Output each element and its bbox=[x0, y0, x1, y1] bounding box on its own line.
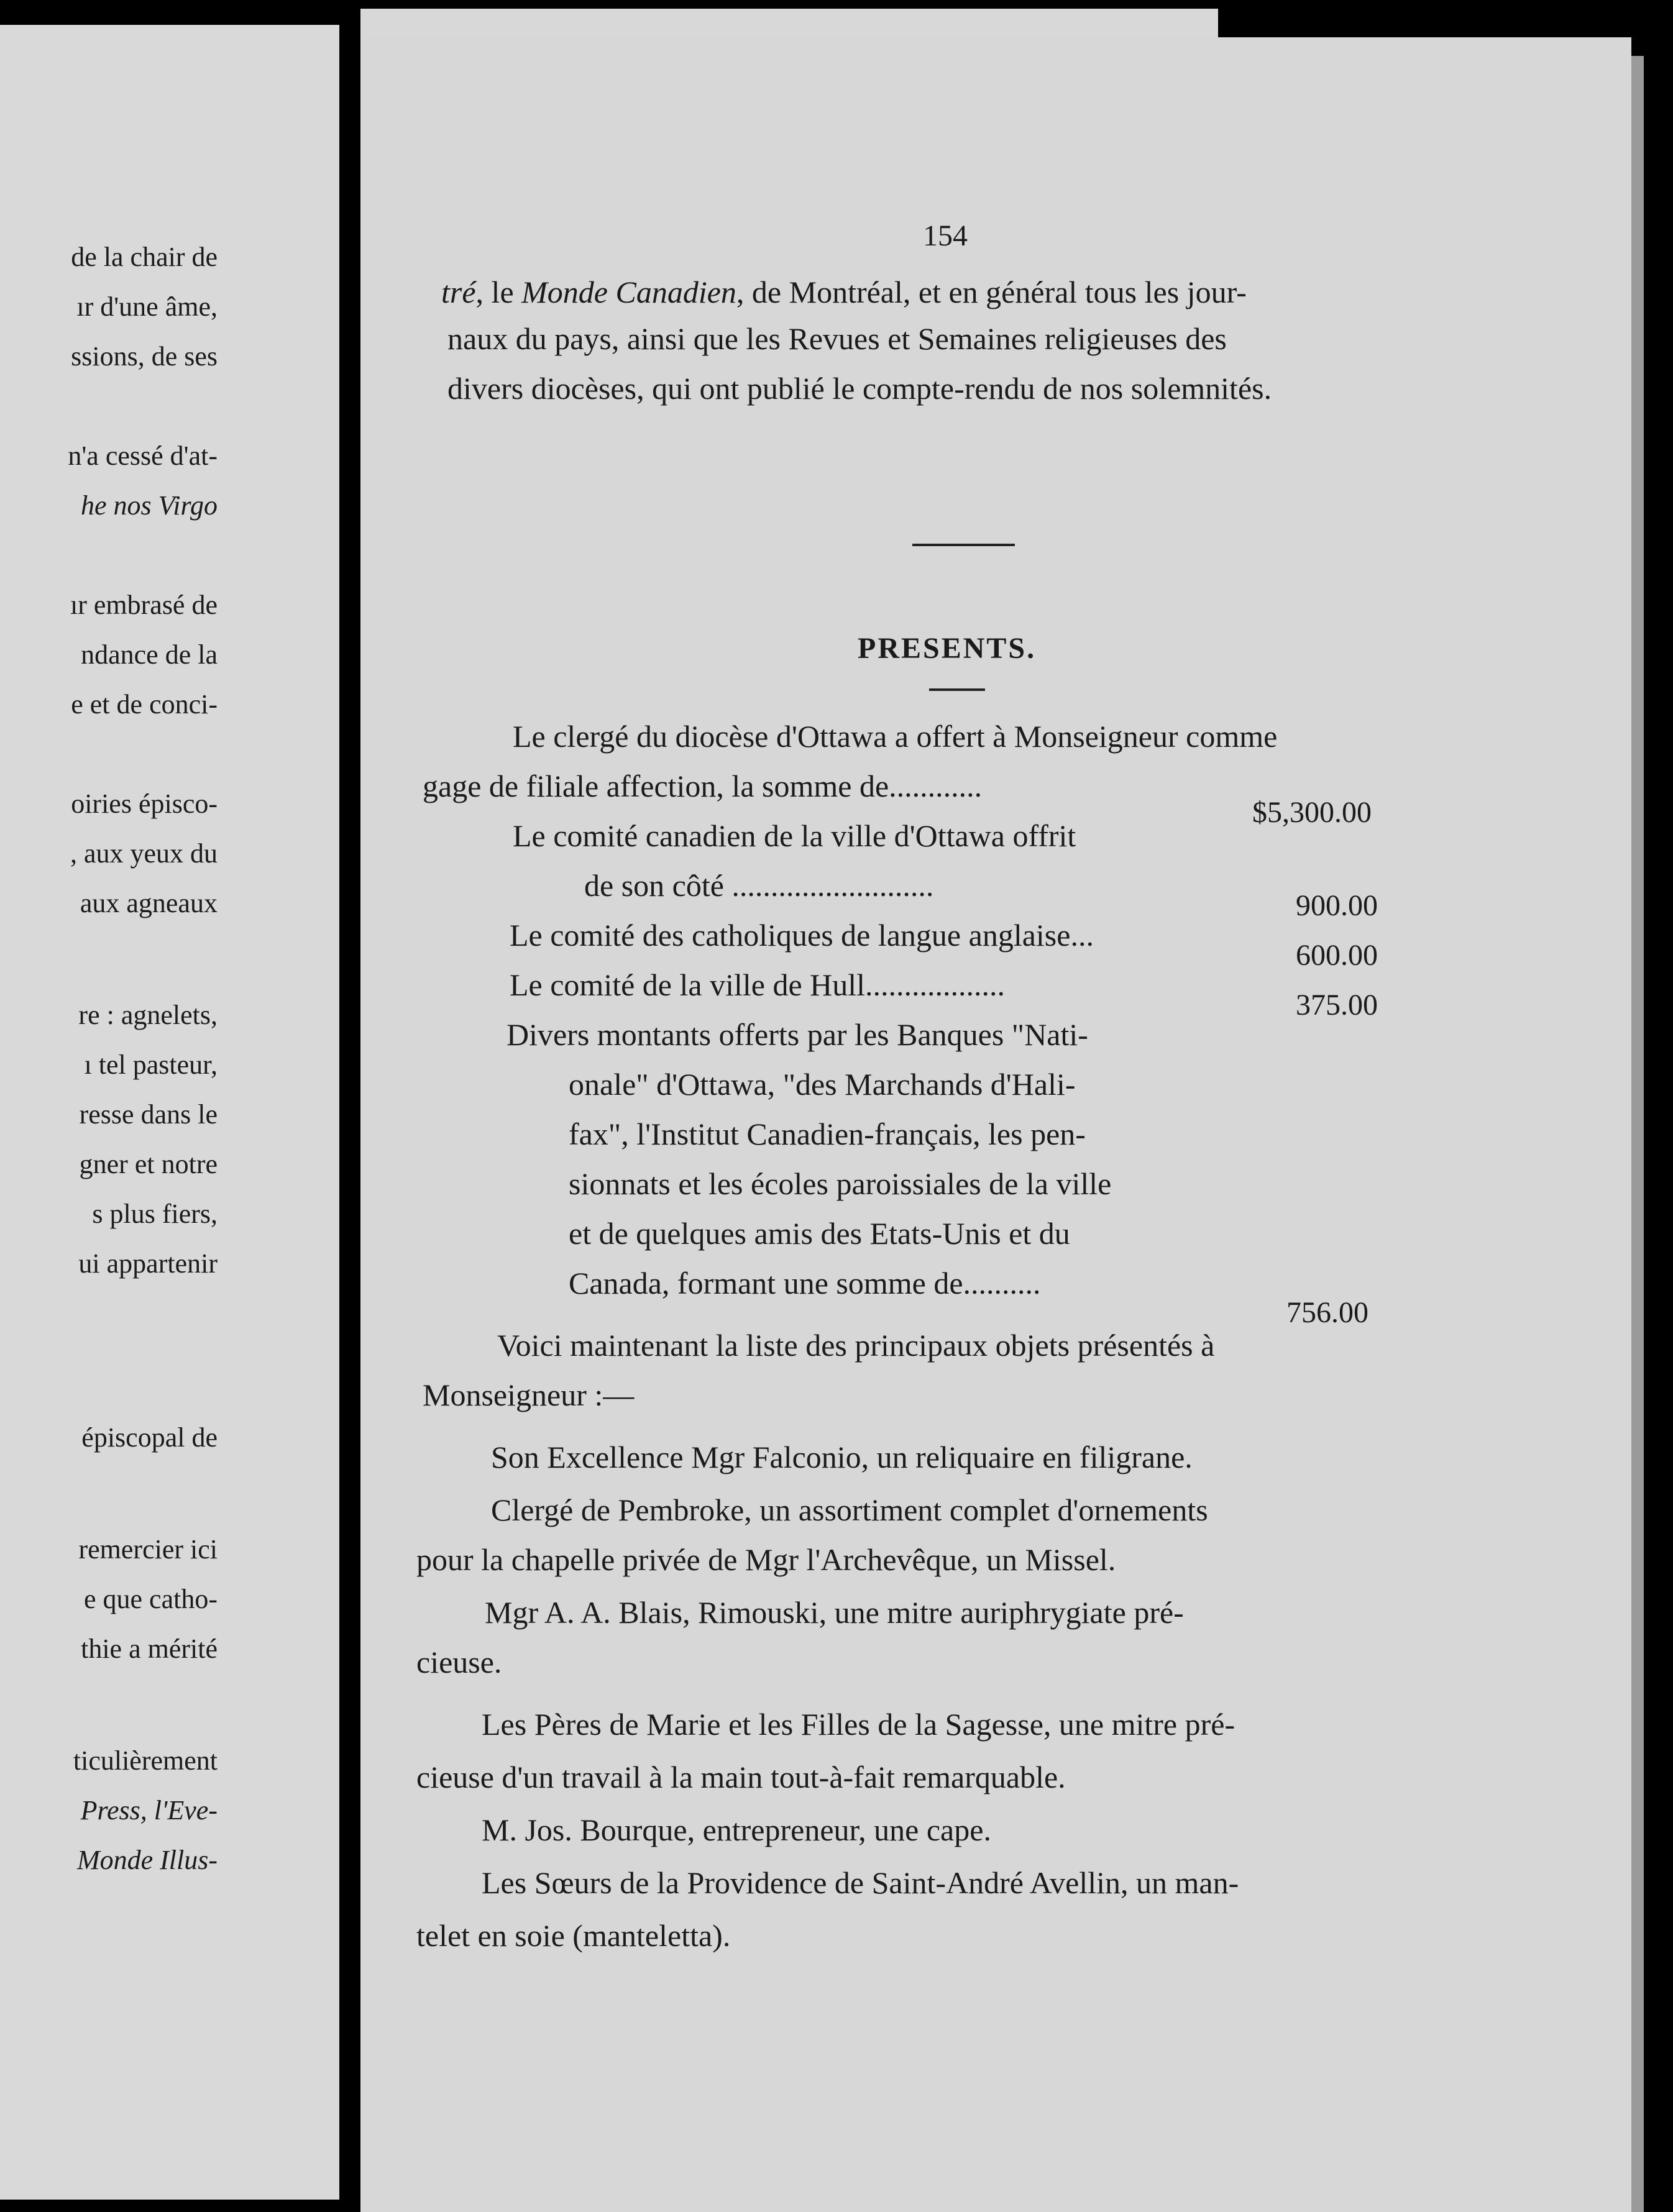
left-line: ticulièrement bbox=[73, 1745, 218, 1776]
left-line: ı tel pasteur, bbox=[84, 1049, 218, 1080]
top-paper-edge bbox=[360, 9, 1218, 37]
object-line: Mgr A. A. Blais, Rimouski, une mitre auriphrygiate pré- bbox=[485, 1595, 1184, 1630]
object-line: telet en soie (manteletta). bbox=[416, 1918, 731, 1953]
gift-line: Divers montants offerts par les Banques "Nati- bbox=[506, 1017, 1088, 1052]
gift-line: Le comité canadien de la ville d'Ottawa offrit bbox=[513, 818, 1076, 853]
gift-line: fax", l'Institut Canadien-français, les pen- bbox=[569, 1117, 1086, 1151]
left-line: Monde Illus- bbox=[76, 1845, 218, 1875]
object-line: Les Pères de Marie et les Filles de la Sagesse, une mitre pré- bbox=[482, 1707, 1235, 1742]
page-gutter bbox=[339, 0, 360, 2212]
object-line: Les Sœurs de la Providence de Saint-André Avellin, un man- bbox=[482, 1865, 1239, 1900]
left-line: aux agneaux bbox=[80, 888, 218, 918]
left-line: ndance de la bbox=[81, 639, 218, 670]
object-line: Clergé de Pembroke, un assortiment complet d'ornements bbox=[491, 1492, 1208, 1527]
left-line: de la chair de bbox=[71, 242, 218, 272]
objects-intro: Voici maintenant la liste des principaux objets présentés à bbox=[497, 1328, 1215, 1363]
gift-amount: 600.00 bbox=[1296, 939, 1378, 972]
left-line: s plus fiers, bbox=[92, 1199, 218, 1229]
left-line: resse dans le bbox=[79, 1099, 218, 1130]
object-line: Son Excellence Mgr Falconio, un reliquaire en filigrane. bbox=[491, 1440, 1193, 1474]
left-line: ır embrasé de bbox=[70, 590, 218, 620]
left-line: e et de conci- bbox=[71, 689, 218, 720]
gift-line: Canada, formant une somme de.......... bbox=[569, 1266, 1041, 1300]
left-line: oiries épisco- bbox=[71, 788, 218, 819]
gift-line: Le comité de la ville de Hull.................. bbox=[510, 967, 1006, 1002]
intro-line-2: naux du pays, ainsi que les Revues et Semaines religieuses des bbox=[447, 321, 1227, 356]
object-line: pour la chapelle privée de Mgr l'Archevêque, un Missel. bbox=[416, 1542, 1116, 1577]
gift-line: Le clergé du diocèse d'Ottawa a offert à Monseigneur comme bbox=[513, 719, 1278, 754]
left-line: gner et notre bbox=[79, 1149, 218, 1179]
left-line: remercier ici bbox=[78, 1534, 218, 1565]
object-line: cieuse. bbox=[416, 1645, 502, 1680]
gift-line: et de quelques amis des Etats-Unis et du bbox=[569, 1216, 1070, 1251]
section-divider bbox=[912, 544, 1015, 546]
page-number: 154 bbox=[923, 219, 968, 252]
intro-line-3: divers diocèses, qui ont publié le compte-rendu de nos solemnités. bbox=[447, 371, 1272, 406]
section-heading: PRESENTS. bbox=[858, 632, 1037, 665]
left-line: ssions, de ses bbox=[71, 341, 218, 372]
right-page bbox=[360, 37, 1631, 2212]
gift-line: gage de filiale affection, la somme de............ bbox=[423, 769, 983, 803]
gift-line: de son côté .......................... bbox=[584, 868, 934, 903]
object-line: cieuse d'un travail à la main tout-à-fait remarquable. bbox=[416, 1760, 1066, 1794]
left-line: thie a mérité bbox=[81, 1634, 218, 1664]
left-line: Press, l'Eve- bbox=[80, 1795, 218, 1826]
gift-line: onale" d'Ottawa, "des Marchands d'Hali- bbox=[569, 1067, 1076, 1102]
left-line: ui appartenir bbox=[78, 1248, 218, 1279]
left-line: e que catho- bbox=[84, 1584, 218, 1614]
left-line: épiscopal de bbox=[81, 1422, 218, 1453]
left-line: , aux yeux du bbox=[70, 838, 218, 869]
object-line: M. Jos. Bourque, entrepreneur, une cape. bbox=[482, 1812, 991, 1847]
gift-amount: 375.00 bbox=[1296, 989, 1378, 1021]
gift-amount: 756.00 bbox=[1286, 1296, 1368, 1329]
gift-amount: $5,300.00 bbox=[1252, 796, 1372, 829]
gift-line: sionnats et les écoles paroissiales de la ville bbox=[569, 1166, 1112, 1201]
left-line: re : agnelets, bbox=[78, 1000, 218, 1030]
intro-line-1: tré, le Monde Canadien, de Montréal, et en général tous les jour- bbox=[441, 275, 1247, 309]
heading-underline bbox=[929, 688, 985, 691]
page-edge-shadow bbox=[1631, 56, 1644, 2212]
objects-intro: Monseigneur :— bbox=[423, 1378, 635, 1412]
gift-amount: 900.00 bbox=[1296, 889, 1378, 922]
left-line: he nos Virgo bbox=[81, 490, 218, 521]
gift-line: Le comité des catholiques de langue anglaise... bbox=[510, 918, 1094, 953]
left-page-fragment bbox=[0, 25, 348, 2200]
left-line: n'a cessé d'at- bbox=[68, 441, 218, 471]
left-line: ır d'une âme, bbox=[76, 291, 218, 322]
